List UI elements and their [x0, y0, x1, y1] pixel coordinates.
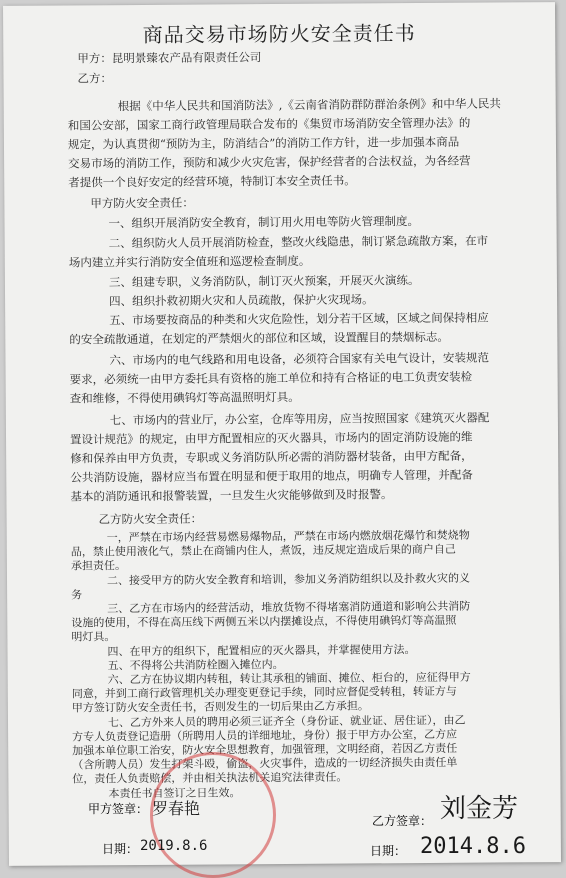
party-b-line: 乙方： [77, 71, 113, 86]
b-item-line: 五、不得将公共消防栓圈入摊位内。 [107, 657, 284, 673]
a-item-line: 修和保养由甲方负责，专职或义务消防队所必需的消防器材装备，由甲方配备， [70, 448, 473, 466]
party-a-signature: 罗春艳 [152, 799, 201, 818]
b-item-line: 六、乙方在协议期内转租，转让其承租的铺面、摊位、柜台的，应征得甲方 [107, 670, 471, 687]
a-item-line: 公共消防设施，器材应当布置在明显和便于取用的地点，明确专人管理，并配备 [70, 467, 473, 485]
b-item-line: 务 [71, 588, 83, 602]
intro-line: 和国公安部，国家工商行政管理局联合发布的《集贸市场消防安全管理办法》的 [67, 115, 471, 133]
b-item-line: 一，严禁在市场内经营易燃易爆物品，严禁在市场内燃放烟花爆竹和焚烧物 [106, 528, 470, 545]
a-item-line: 置设计规范》的规定，由甲方配置相应的灭火器具，市场内的固定消防设施的维 [69, 429, 473, 447]
intro-line: 者提供一个良好安定的经营环境，特制订本安全责任书。 [68, 173, 356, 190]
party-b-duties-heading: 乙方防火安全责任： [98, 511, 203, 527]
b-item-line: 甲方签订防火安全责任书，否则发生的一切后果由乙方承担。 [71, 699, 369, 715]
party-a-date: 2019.8.6 [140, 838, 208, 854]
b-item-line: 四、在甲方的组织下，配置相应的灭火器具，并掌握使用方法。 [107, 642, 416, 658]
a-item-line: 五、市场要按商品的种类和火灾危险性，划分若干区域，区域之间保持相应 [109, 310, 489, 328]
b-item-line: 承担责任。 [70, 559, 126, 573]
a-item-line: 二、组织防火人员开展消防检查，整改火线隐患，制订紧急疏散方案，在市 [108, 233, 489, 251]
b-item-line: 三、乙方在市场内的经营活动，堆放货物不得堵塞消防通道和影响公共消防 [107, 599, 471, 616]
document-page [3, 2, 561, 866]
b-item-line: 七、乙方外来人员的聘用必须三证齐全（身份证、就业证、居住证），由乙 [107, 713, 466, 729]
a-item-line: 三、组建专职，义务消防队，制订灭火预案，开展灭火演练。 [108, 273, 420, 290]
party-b-sign-label: 乙方签章： [372, 814, 433, 828]
intro-line: 规定，为认真贯彻“预防为主，防消结合”的消防工作方针，进一步加强本商品 [67, 134, 460, 152]
party-b-date-label: 日期： [370, 844, 407, 858]
a-item-line: 一、组织开展消防安全教育，制订用火用电等防火管理制度。 [108, 214, 420, 231]
document-title: 商品交易市场防火安全责任书 [142, 21, 416, 47]
effective-clause: 本责任书自签订之日生效。 [108, 785, 241, 800]
b-item-line: 明灯具。 [71, 630, 116, 644]
b-item-line: 二、接受甲方的防火安全教育和培训，参加义务消防组织以及扑救火灾的义 [106, 571, 471, 587]
a-item-line: 场内建立并实行消防安全值班和巡逻检查制度。 [68, 253, 311, 270]
party-a-line: 甲方：昆明景臻农产品有限责任公司 [77, 50, 262, 66]
a-item-line: 查和维修，不得使用碘钨灯等高温照明灯具。 [69, 389, 300, 406]
a-item-line: 要求，必须统一由甲方委托具有资格的施工单位和持有合格证的电工负责安装检 [69, 369, 473, 387]
b-item-line: 设施的使用，不得在高压线下两侧五米以内摆摊设点，不得使用碘钨灯等高温照 [71, 613, 457, 630]
b-item-line: 位，责任人负责赔偿，并由相关执法机关追究法律责任。 [72, 770, 348, 786]
party-a-sign-label: 甲方签章： [88, 802, 149, 816]
intro-line: 根据《中华人民共和国消防法》,《云南省消防群防群治条例》和中华人民共 [117, 96, 501, 114]
intro-line: 交易市场的消防工作，预防和减少火灾危害，保护经营者的合法权益，为各经营 [68, 153, 471, 171]
party-b-date: 2014.8.6 [420, 834, 526, 859]
a-item-line: 七、市场内的营业厅，办公室，仓库等用房，应当按照国家《建筑灭火器配 [109, 410, 490, 428]
b-item-line: 品，禁止使用液化气，禁止在商铺内住人，煮饭，违反规定造成后果的商户自己 [70, 542, 456, 559]
b-item-line: 加强本单位职工治安，防火安全思想教育，加强管理，文明经商，若因乙方责任 [72, 741, 458, 758]
a-item-line: 六、市场内的电气线路和用电设备，必须符合国家有关电气设计，安装规范 [109, 350, 490, 368]
b-item-line: （含所聘人员）发生打架斗殴，偷盗，火灾事件，造成的一切经济损失由责任单 [72, 755, 458, 772]
party-a-date-label: 日期： [102, 842, 139, 856]
b-item-line: 同意，并到工商行政管理机关办理变更登记手续，同时应督促受转租，转证方与 [71, 684, 457, 701]
a-item-line: 基本的消防通讯和报警装置，一旦发生火灾能够做到及时报警。 [70, 487, 393, 504]
party-a-duties-heading: 甲方防火安全责任： [90, 195, 194, 211]
party-b-signature: 刘金芳 [440, 794, 519, 824]
a-item-line: 的安全疏散通道，在划定的严禁烟火的部位和区域，设置醒目的禁烟标志。 [69, 329, 449, 347]
b-item-line: 方专人负责登记造册（所聘用人员的详细地址，身份）报于甲方办公室，乙方应 [72, 727, 458, 744]
a-item-line: 四、组织扑救初期火灾和人员疏散，保护火灾现场。 [109, 292, 374, 309]
